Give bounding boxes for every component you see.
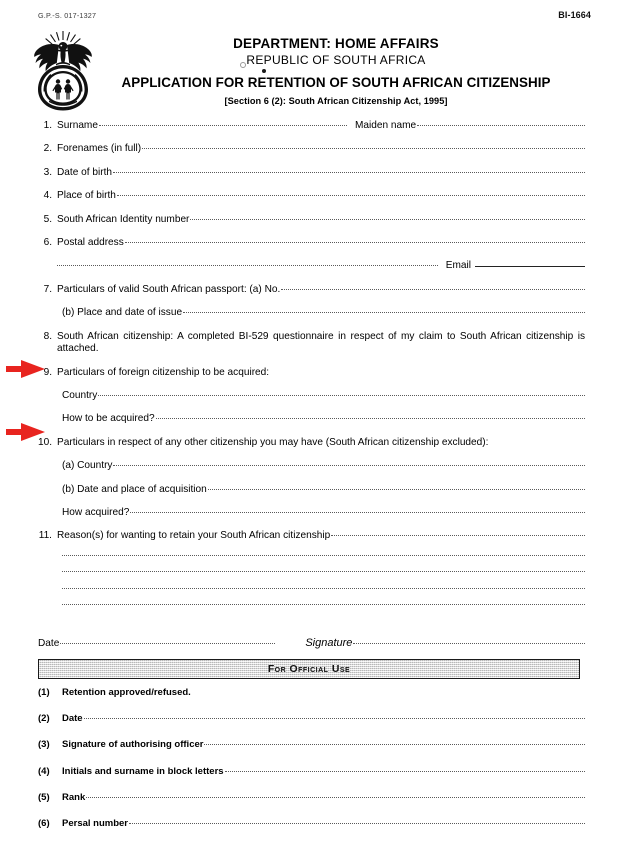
official-item-2-label: Date (62, 713, 83, 725)
question-1-maiden-label: Maiden name (354, 120, 417, 131)
question-9-country-label: Country (62, 390, 98, 402)
question-3-date-of-birth (38, 167, 585, 179)
signature-field[interactable] (353, 642, 585, 644)
question-11-blank-line-3[interactable] (62, 587, 585, 589)
question-1-maiden-field[interactable] (417, 124, 585, 126)
official-item-6-number: (6) (38, 817, 50, 829)
question-5-field[interactable] (190, 218, 585, 220)
question-7-number: 7. (43, 283, 52, 295)
question-6-field-line-2[interactable] (57, 264, 438, 266)
question-9-number: 9. (43, 366, 52, 378)
question-10a-country (38, 460, 585, 472)
date-field[interactable] (60, 642, 275, 644)
question-4-field[interactable] (117, 194, 585, 196)
question-10b-label: (b) Date and place of acquisition (62, 483, 207, 495)
official-item-2-field[interactable] (84, 717, 585, 719)
official-item-4-number: (4) (38, 765, 50, 777)
official-item-1-number: (1) (38, 687, 50, 698)
date-signature-row (38, 637, 585, 649)
question-9-label: Particulars of foreign citizenship to be acquired: (57, 366, 270, 378)
question-11-number: 11. (38, 530, 52, 542)
question-7a-field[interactable] (281, 288, 585, 290)
question-7-passport (38, 284, 585, 296)
question-4-label: Place of birth (57, 190, 116, 202)
question-10-how-acquired (38, 507, 585, 519)
question-11-blank-line-4[interactable] (62, 603, 585, 605)
official-item-1-label: Retention approved/refused. (62, 687, 191, 698)
official-use-items (38, 687, 585, 844)
question-3-label: Date of birth (57, 166, 112, 178)
official-item-4 (38, 766, 585, 778)
official-item-6 (38, 818, 585, 830)
question-10a-label: (a) Country (62, 460, 113, 472)
question-1-label: Surname (57, 120, 98, 131)
question-10a-field[interactable] (113, 464, 585, 466)
official-item-5 (38, 792, 585, 804)
official-item-6-label: Persal number (62, 817, 128, 829)
signature-label: Signature (305, 637, 353, 649)
application-title: APPLICATION FOR RETENTION OF SOUTH AFRICAN CITIZENSHIP (121, 75, 551, 90)
question-10-other-citizenship (38, 437, 585, 449)
question-2-field[interactable] (142, 147, 585, 149)
question-7-label: Particulars of valid South African passport: (a) No. (57, 283, 281, 295)
coat-of-arms-icon (32, 29, 94, 112)
question-1-number: 1. (43, 120, 52, 131)
date-label: Date (38, 638, 60, 649)
question-9-country-field[interactable] (98, 394, 585, 396)
official-item-5-number: (5) (38, 791, 50, 803)
question-11-reasons (38, 530, 585, 542)
question-4-place-of-birth (38, 190, 585, 202)
question-2-forenames (38, 143, 585, 155)
official-item-2-number: (2) (38, 713, 50, 725)
question-7b-field[interactable] (183, 311, 585, 313)
question-6-postal-address (38, 237, 585, 249)
question-8-citizenship-statement (38, 331, 585, 356)
question-3-number: 3. (43, 166, 52, 178)
question-10b-field[interactable] (208, 488, 585, 490)
scan-artifact-dot-icon (262, 69, 266, 73)
question-11-blank-line-1[interactable] (62, 554, 585, 556)
question-11-label: Reason(s) for wanting to retain your South African citizenship (57, 530, 331, 542)
official-item-5-field[interactable] (86, 796, 585, 798)
question-2-number: 2. (43, 143, 52, 155)
question-11-blank-line-2[interactable] (62, 570, 585, 572)
question-10-how-field[interactable] (130, 511, 585, 513)
section-reference: [Section 6 (2): South African Citizenship Act, 1995] (224, 96, 448, 106)
question-5-number: 5. (43, 213, 52, 225)
official-item-2 (38, 713, 585, 725)
question-7b-label: (b) Place and date of issue (62, 307, 183, 319)
document-title-block (96, 36, 576, 108)
gps-print-code: G.P.-S. 017-1327 (38, 11, 97, 20)
question-8-number: 8. (43, 330, 52, 342)
question-5-label: South African Identity number (57, 213, 190, 225)
question-6-field[interactable] (125, 241, 585, 243)
question-9-foreign-citizenship (38, 367, 585, 379)
official-item-3 (38, 739, 585, 751)
republic-subtitle: REPUBLIC OF SOUTH AFRICA (246, 53, 426, 67)
question-6-address-line-2 (38, 260, 585, 272)
question-5-identity-number (38, 214, 585, 226)
email-handwritten-rule[interactable] (475, 266, 585, 267)
question-1-surname (38, 120, 585, 132)
question-9-country (38, 390, 585, 402)
scan-artifact-ring-icon (240, 62, 246, 68)
question-9-how-label: How to be acquired? (62, 413, 155, 425)
question-8-text: South African citizenship: A completed BI-529 questionnaire in respect of my claim to South African citizenship is attached. (57, 330, 585, 355)
official-use-title: For Official Use (267, 663, 351, 675)
form-number-code: BI-1664 (558, 10, 591, 20)
official-item-5-label: Rank (62, 791, 86, 803)
official-use-banner (38, 659, 580, 679)
department-title: DEPARTMENT: HOME AFFAIRS (233, 36, 439, 51)
question-9-how-field[interactable] (156, 417, 585, 419)
question-6-number: 6. (43, 236, 52, 248)
email-annotation (446, 260, 585, 272)
question-7b-place-date-issue (38, 307, 585, 319)
question-6-label: Postal address (57, 236, 124, 248)
page-meta-row (38, 10, 591, 20)
official-item-3-number: (3) (38, 739, 50, 751)
arrow-pointing-item-10-icon (6, 423, 46, 441)
official-item-1 (38, 687, 585, 699)
question-11-field[interactable] (331, 534, 585, 536)
question-10b-date-place (38, 484, 585, 496)
arrow-pointing-item-9-icon (6, 360, 46, 378)
question-2-label: Forenames (in full) (57, 143, 142, 155)
question-3-field[interactable] (113, 171, 585, 173)
question-10-number: 10. (38, 436, 53, 448)
form-questions (38, 120, 585, 620)
question-10-how-label: How acquired? (62, 507, 130, 519)
question-4-number: 4. (43, 190, 52, 202)
question-10-label: Particulars in respect of any other citizenship you may have (South African citizenship excluded): (57, 436, 489, 448)
official-item-3-label: Signature of authorising officer (62, 739, 204, 751)
question-9-how-acquired (38, 413, 585, 425)
official-item-4-field[interactable] (225, 770, 585, 772)
official-item-4-label: Initials and surname in block letters (62, 765, 224, 777)
official-item-3-field[interactable] (204, 743, 585, 745)
email-label: Email (445, 260, 471, 272)
question-1-surname-field[interactable] (99, 124, 347, 126)
official-item-6-field[interactable] (129, 822, 585, 824)
